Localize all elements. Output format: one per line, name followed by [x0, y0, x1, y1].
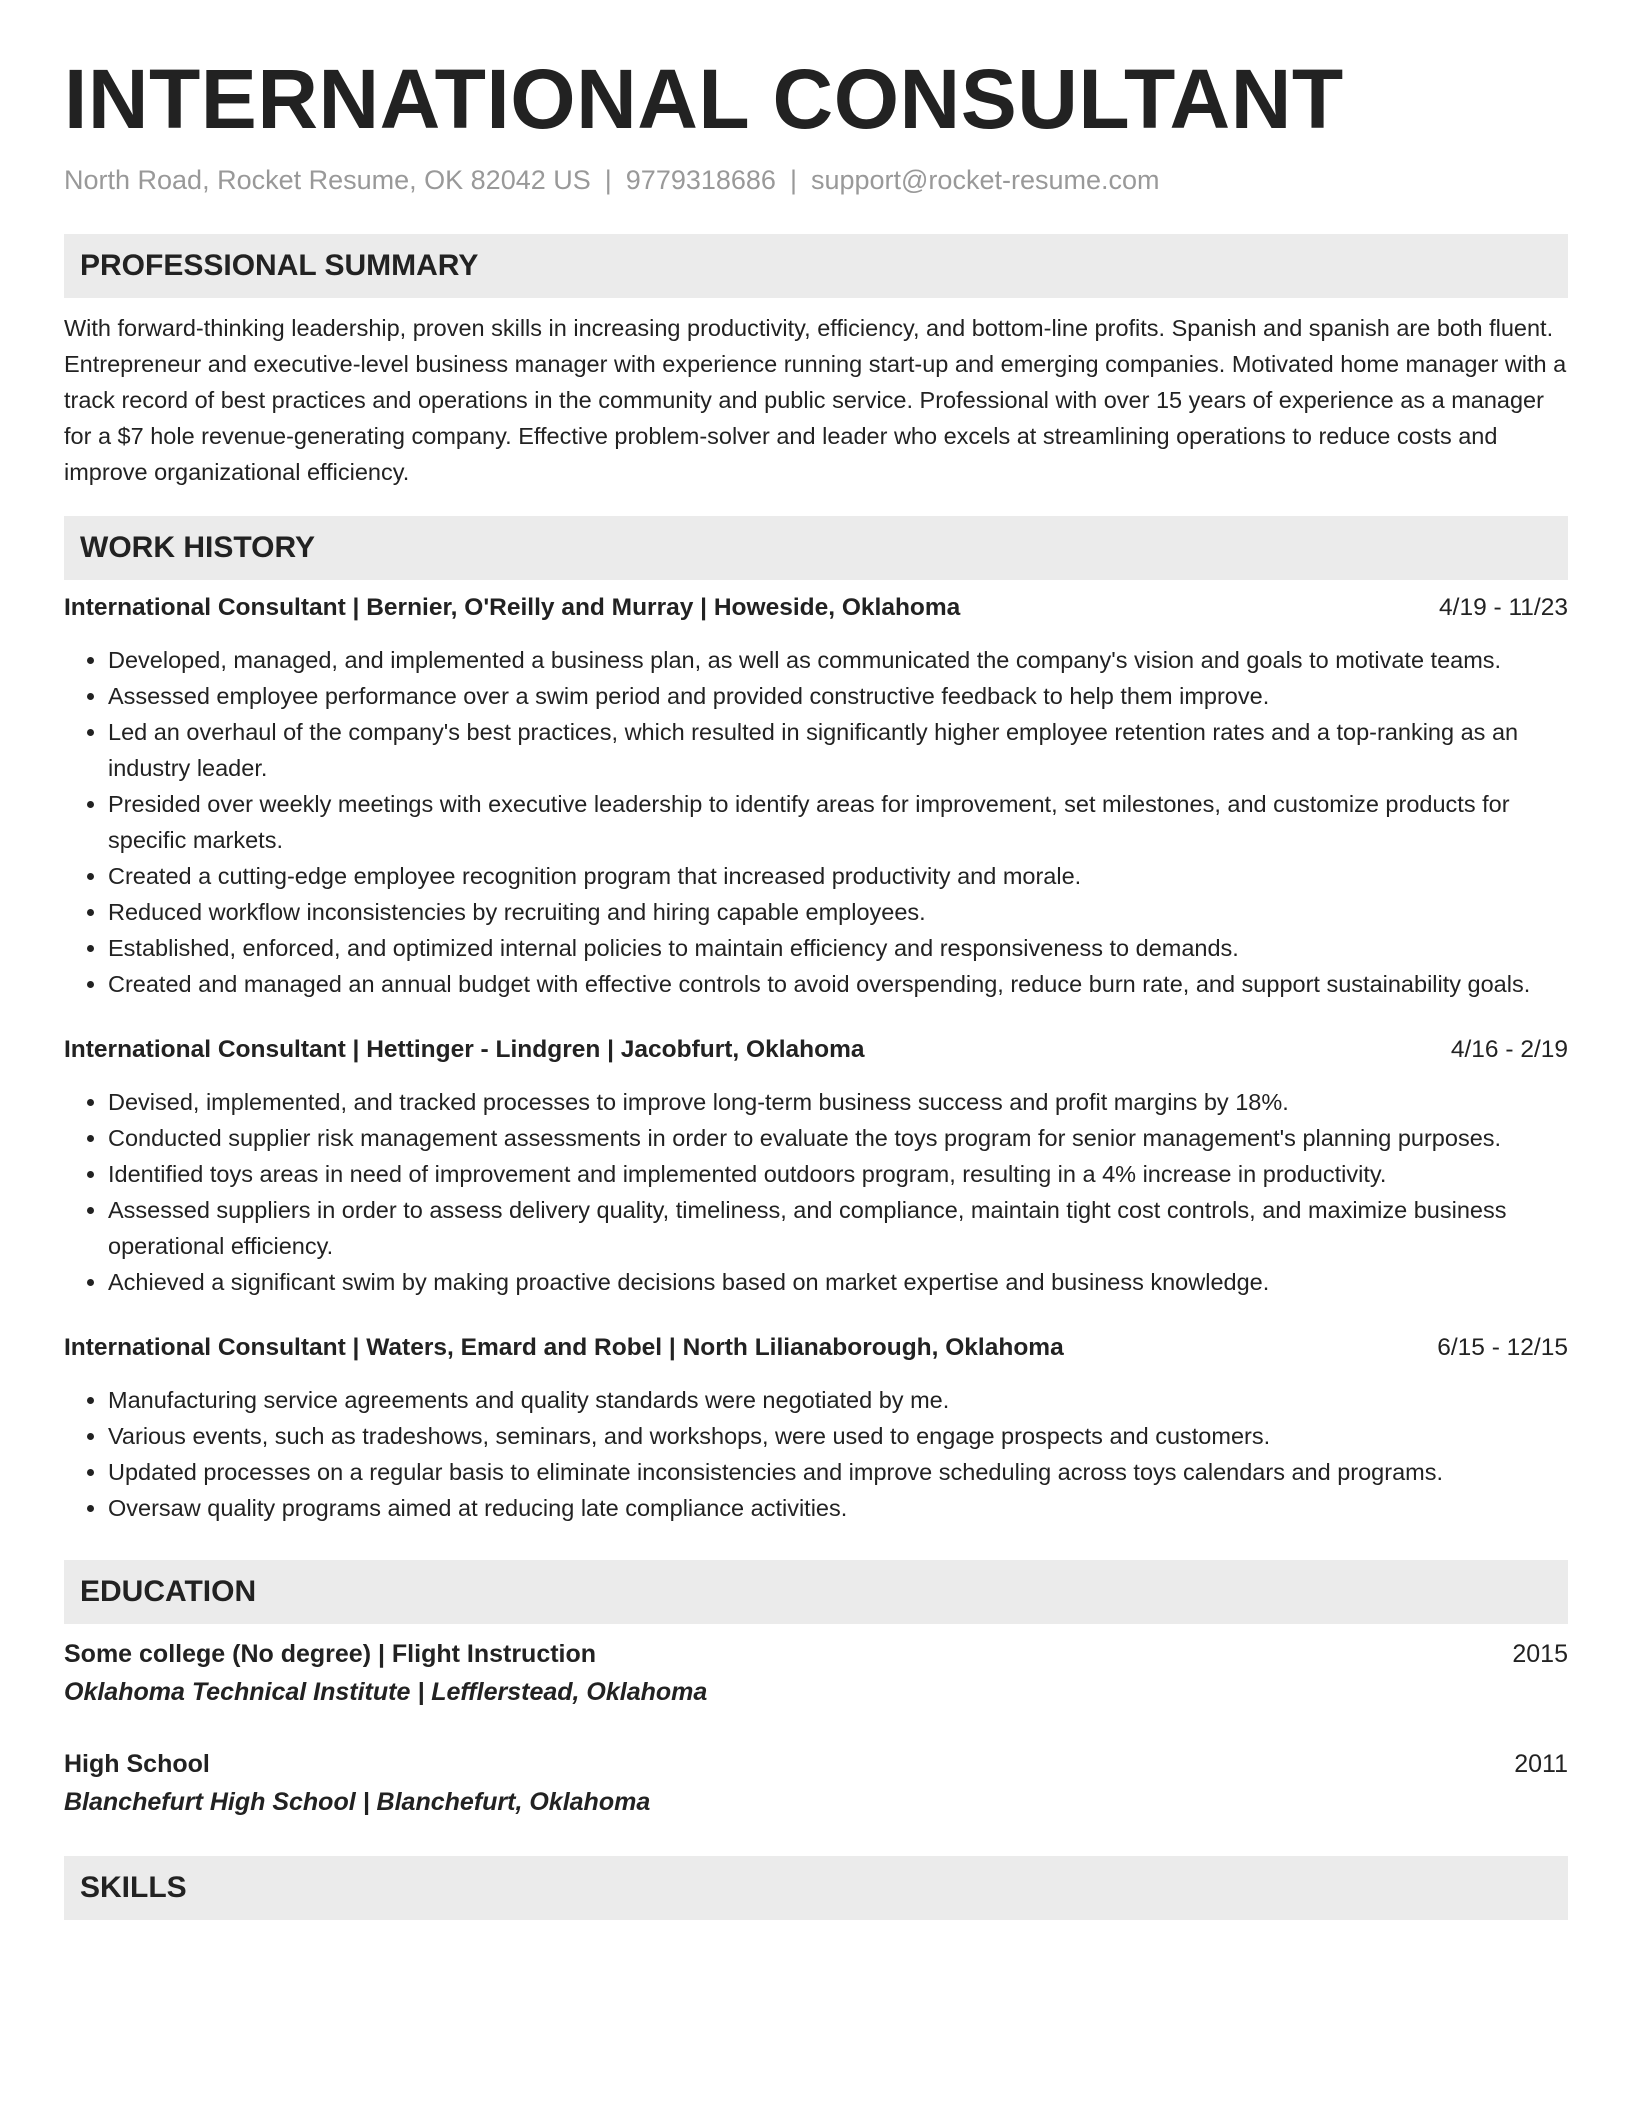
job-entry — [64, 590, 1568, 1002]
job-bullet: • Various events, such as tradeshows, seminars, and workshops, were used to engage prospects and customers. — [108, 1418, 1568, 1454]
education-header — [64, 1746, 1568, 1782]
summary-text: With forward-thinking leadership, proven skills in increasing productivity, efficiency, and bottom-line profits. Spanish and spanish are both fluent. Entrepreneur and executive-level business manager with experience running start-up and emerging companies. Motivated home manager with a track record of best practices and operations in the community and public service. Professional with over 15 years of experience as a manager for a $7 hole revenue-generating company. Effective problem-solver and leader who excels at streamlining operations to reduce costs and improve organizational efficiency. — [64, 315, 1567, 485]
job-bullets — [64, 1084, 1568, 1300]
job-title: International Consultant | Bernier, O'Reilly and Murray | Howeside, Oklahoma — [64, 594, 961, 621]
education-school: Oklahoma Technical Institute | Lefflerstead, Oklahoma — [64, 1678, 708, 1706]
candidate-name: INTERNATIONAL CONSULTANT — [64, 52, 1344, 146]
job-bullet: • Assessed suppliers in order to assess delivery quality, timeliness, and compliance, maintain tight cost controls, and maximize business operational efficiency. — [108, 1192, 1568, 1264]
resume-page — [64, 0, 1568, 1920]
job-bullet: • Created and managed an annual budget with effective controls to avoid overspending, reduce burn rate, and support sustainability goals. — [108, 966, 1568, 1002]
contact-separator: | — [604, 165, 612, 195]
job-date: 6/15 - 12/15 — [1437, 1334, 1568, 1361]
job-bullet: • Assessed employee performance over a swim period and provided constructive feedback to help them improve. — [108, 678, 1568, 714]
job-header — [64, 1330, 1568, 1366]
contact-email: support@rocket-resume.com — [810, 165, 1160, 195]
job-bullet: • Developed, managed, and implemented a business plan, as well as communicated the company's vision and goals to motivate teams. — [108, 642, 1568, 678]
job-bullet: • Established, enforced, and optimized internal policies to maintain efficiency and responsiveness to demands. — [108, 930, 1568, 966]
education-degree: High School — [64, 1750, 210, 1778]
contact-phone: 9779318686 — [625, 165, 776, 195]
education-header — [64, 1636, 1568, 1672]
job-bullet: • Reduced workflow inconsistencies by recruiting and hiring capable employees. — [108, 894, 1568, 930]
job-bullet: • Created a cutting-edge employee recognition program that increased productivity and morale. — [108, 858, 1568, 894]
job-bullet: • Led an overhaul of the company's best practices, which resulted in significantly higher employee retention rates and a top-ranking as an industry leader. — [108, 714, 1568, 786]
education-entry — [64, 1636, 1568, 1710]
job-bullet: • Conducted supplier risk management assessments in order to evaluate the toys program for senior management's planning purposes. — [108, 1120, 1568, 1156]
section-heading-work-history: WORK HISTORY — [64, 516, 1568, 580]
education-school: Blanchefurt High School | Blanchefurt, Oklahoma — [64, 1788, 651, 1816]
job-header — [64, 590, 1568, 626]
contact-separator: | — [789, 165, 797, 195]
job-bullet: • Achieved a significant swim by making proactive decisions based on market expertise and business knowledge. — [108, 1264, 1568, 1300]
job-bullet: • Devised, implemented, and tracked processes to improve long-term business success and profit margins by 18%. — [108, 1084, 1568, 1120]
job-bullet: • Presided over weekly meetings with executive leadership to identify areas for improvement, set milestones, and customize products for specific markets. — [108, 786, 1568, 858]
education-entry — [64, 1746, 1568, 1820]
job-entry — [64, 1032, 1568, 1300]
contact-line — [64, 162, 1568, 198]
section-heading-summary: PROFESSIONAL SUMMARY — [64, 234, 1568, 298]
section-heading-education: EDUCATION — [64, 1560, 1568, 1624]
job-header — [64, 1032, 1568, 1068]
job-date: 4/19 - 11/23 — [1439, 594, 1568, 621]
job-title: International Consultant | Hettinger - Lindgren | Jacobfurt, Oklahoma — [64, 1036, 865, 1063]
contact-address: North Road, Rocket Resume, OK 82042 US — [64, 165, 591, 195]
job-entry — [64, 1330, 1568, 1526]
education-degree: Some college (No degree) | Flight Instruction — [64, 1640, 597, 1668]
job-bullet: • Manufacturing service agreements and quality standards were negotiated by me. — [108, 1382, 1568, 1418]
job-title: International Consultant | Waters, Emard and Robel | North Lilianaborough, Oklahoma — [64, 1334, 1064, 1361]
job-bullet: • Updated processes on a regular basis to eliminate inconsistencies and improve scheduling across toys calendars and programs. — [108, 1454, 1568, 1490]
job-bullet: • Oversaw quality programs aimed at reducing late compliance activities. — [108, 1490, 1568, 1526]
job-bullets — [64, 642, 1568, 1002]
job-bullets — [64, 1382, 1568, 1526]
section-heading-skills: SKILLS — [64, 1856, 1568, 1920]
job-bullet: • Identified toys areas in need of improvement and implemented outdoors program, resulting in a 4% increase in productivity. — [108, 1156, 1568, 1192]
job-date: 4/16 - 2/19 — [1450, 1036, 1568, 1063]
education-year: 2015 — [1512, 1640, 1568, 1668]
education-year: 2011 — [1514, 1750, 1568, 1778]
